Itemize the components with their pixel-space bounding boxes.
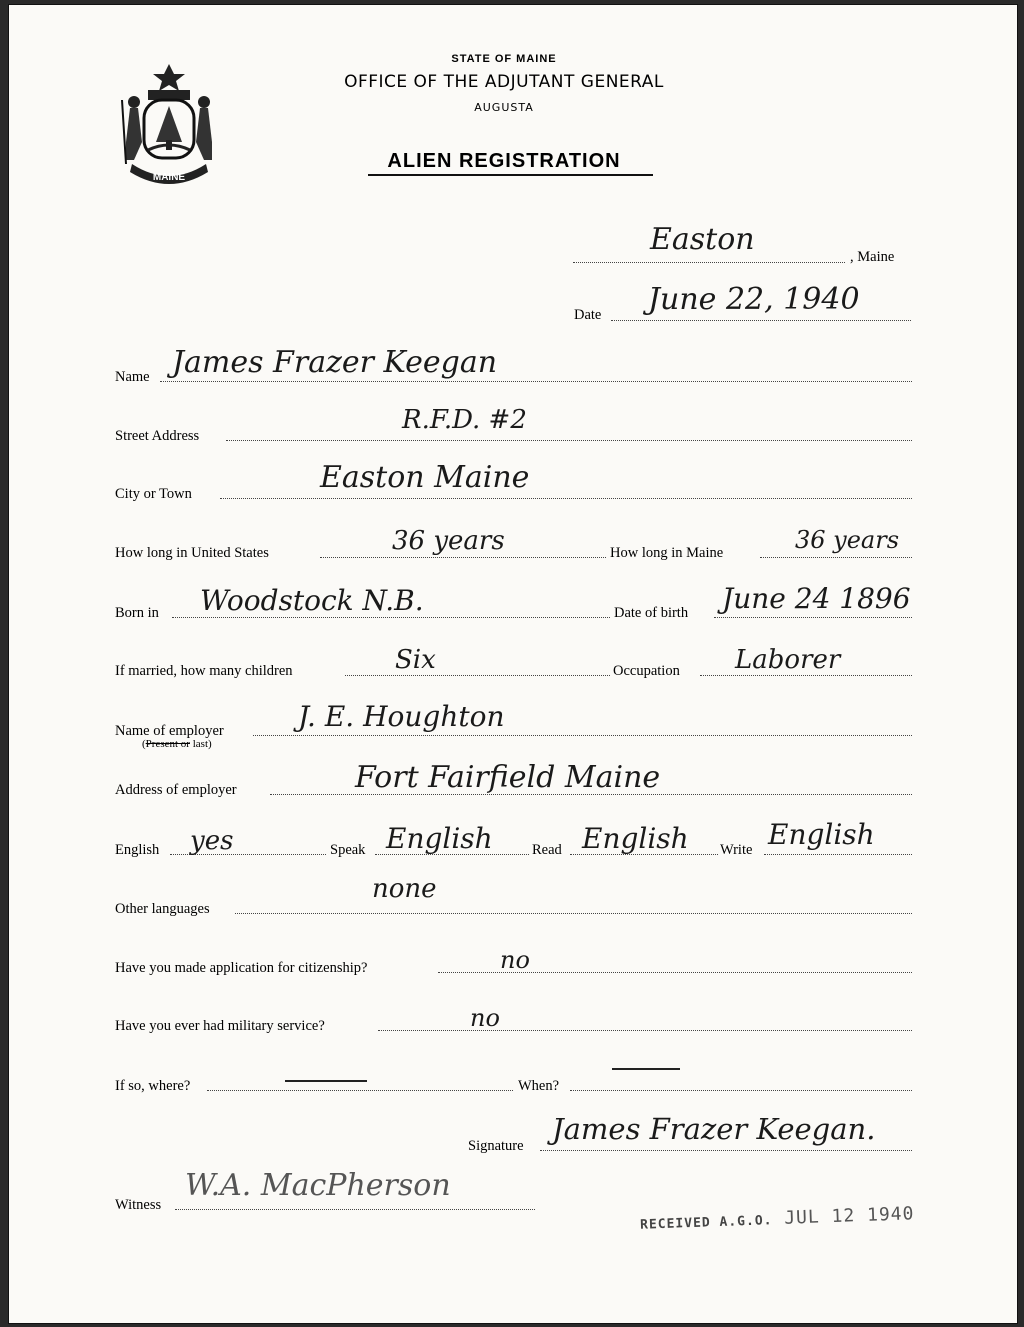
us-duration-value: 36 years: [392, 526, 505, 556]
where-label: If so, where?: [115, 1078, 191, 1094]
state-heading: STATE OF MAINE: [451, 53, 557, 65]
write-value: English: [768, 818, 875, 851]
dob-dots: [714, 617, 912, 618]
speak-value: English: [386, 822, 493, 855]
occupation-dots: [700, 675, 912, 676]
city-dots: [220, 498, 912, 499]
svg-text:MAINE: MAINE: [152, 172, 186, 183]
where-dash: [285, 1080, 367, 1082]
other-languages-dots: [235, 913, 912, 914]
born-in-dots: [172, 617, 610, 618]
name-dots: [160, 381, 912, 382]
employer-label: Name of employer: [115, 723, 224, 739]
stamp-prefix: RECEIVED A.G.O.: [639, 1213, 773, 1233]
when-label: When?: [518, 1078, 560, 1094]
city-label: City or Town: [115, 486, 192, 502]
town-suffix: , Maine: [850, 249, 895, 265]
date-dots: [611, 320, 911, 321]
town-dots: [573, 262, 845, 263]
city-value: Easton Maine: [320, 460, 530, 495]
military-value: no: [470, 1004, 500, 1032]
born-in-value: Woodstock N.B.: [200, 584, 424, 617]
speak-label: Speak: [330, 842, 366, 858]
name-label: Name: [115, 369, 150, 385]
children-label: If married, how many children: [115, 663, 293, 679]
signature-label: Signature: [468, 1138, 524, 1154]
employer-dots: [253, 735, 912, 736]
signature-dots: [540, 1150, 912, 1151]
maine-duration-dots: [760, 557, 912, 558]
citizenship-label: Have you made application for citizenship?: [115, 960, 368, 976]
street-dots: [226, 440, 912, 441]
stamp-date: JUL 12 1940: [783, 1203, 915, 1229]
maine-duration-label: How long in Maine: [610, 545, 724, 561]
employer-address-value: Fort Fairfield Maine: [355, 760, 661, 795]
witness-label: Witness: [115, 1197, 162, 1213]
dob-value: June 24 1896: [722, 582, 911, 615]
street-value: R.F.D. #2: [402, 405, 527, 435]
born-in-label: Born in: [115, 605, 159, 621]
read-label: Read: [532, 842, 562, 858]
when-dots: [570, 1090, 912, 1091]
occupation-label: Occupation: [613, 663, 680, 679]
write-dots: [764, 854, 912, 855]
city-heading: AUGUSTA: [474, 101, 534, 114]
dob-label: Date of birth: [614, 605, 689, 621]
children-value: Six: [395, 645, 436, 675]
maine-duration-value: 36 years: [795, 526, 900, 554]
date-value: June 22, 1940: [648, 282, 860, 317]
other-languages-value: none: [372, 874, 437, 904]
us-duration-dots: [320, 557, 606, 558]
other-languages-label: Other languages: [115, 901, 210, 917]
employer-sublabel: (Present or last): [142, 738, 212, 750]
witness-value: W.A. MacPherson: [185, 1168, 451, 1203]
employer-sublabel-rest: last): [192, 738, 212, 750]
when-dash: [612, 1068, 680, 1070]
us-duration-label: How long in United States: [115, 545, 269, 561]
employer-sublabel-struck: Present or: [145, 738, 190, 750]
witness-dots: [175, 1209, 535, 1210]
military-label: Have you ever had military service?: [115, 1018, 325, 1034]
office-heading: OFFICE OF THE ADJUTANT GENERAL: [344, 72, 664, 92]
military-dots: [378, 1030, 912, 1031]
name-value: James Frazer Keegan: [172, 345, 498, 380]
read-value: English: [582, 822, 689, 855]
employer-value: J. E. Houghton: [298, 700, 505, 733]
english-value: yes: [190, 826, 234, 856]
occupation-value: Laborer: [735, 645, 841, 675]
employer-address-label: Address of employer: [115, 782, 237, 798]
english-label: English: [115, 842, 160, 858]
street-label: Street Address: [115, 428, 200, 444]
write-label: Write: [720, 842, 753, 858]
date-label: Date: [574, 307, 602, 323]
town-value: Easton: [650, 222, 755, 257]
where-dots: [207, 1090, 513, 1091]
title-underline: [368, 174, 653, 176]
citizenship-value: no: [500, 946, 530, 974]
form-title: ALIEN REGISTRATION: [387, 150, 621, 172]
children-dots: [345, 675, 610, 676]
signature-value: James Frazer Keegan.: [552, 1112, 876, 1146]
